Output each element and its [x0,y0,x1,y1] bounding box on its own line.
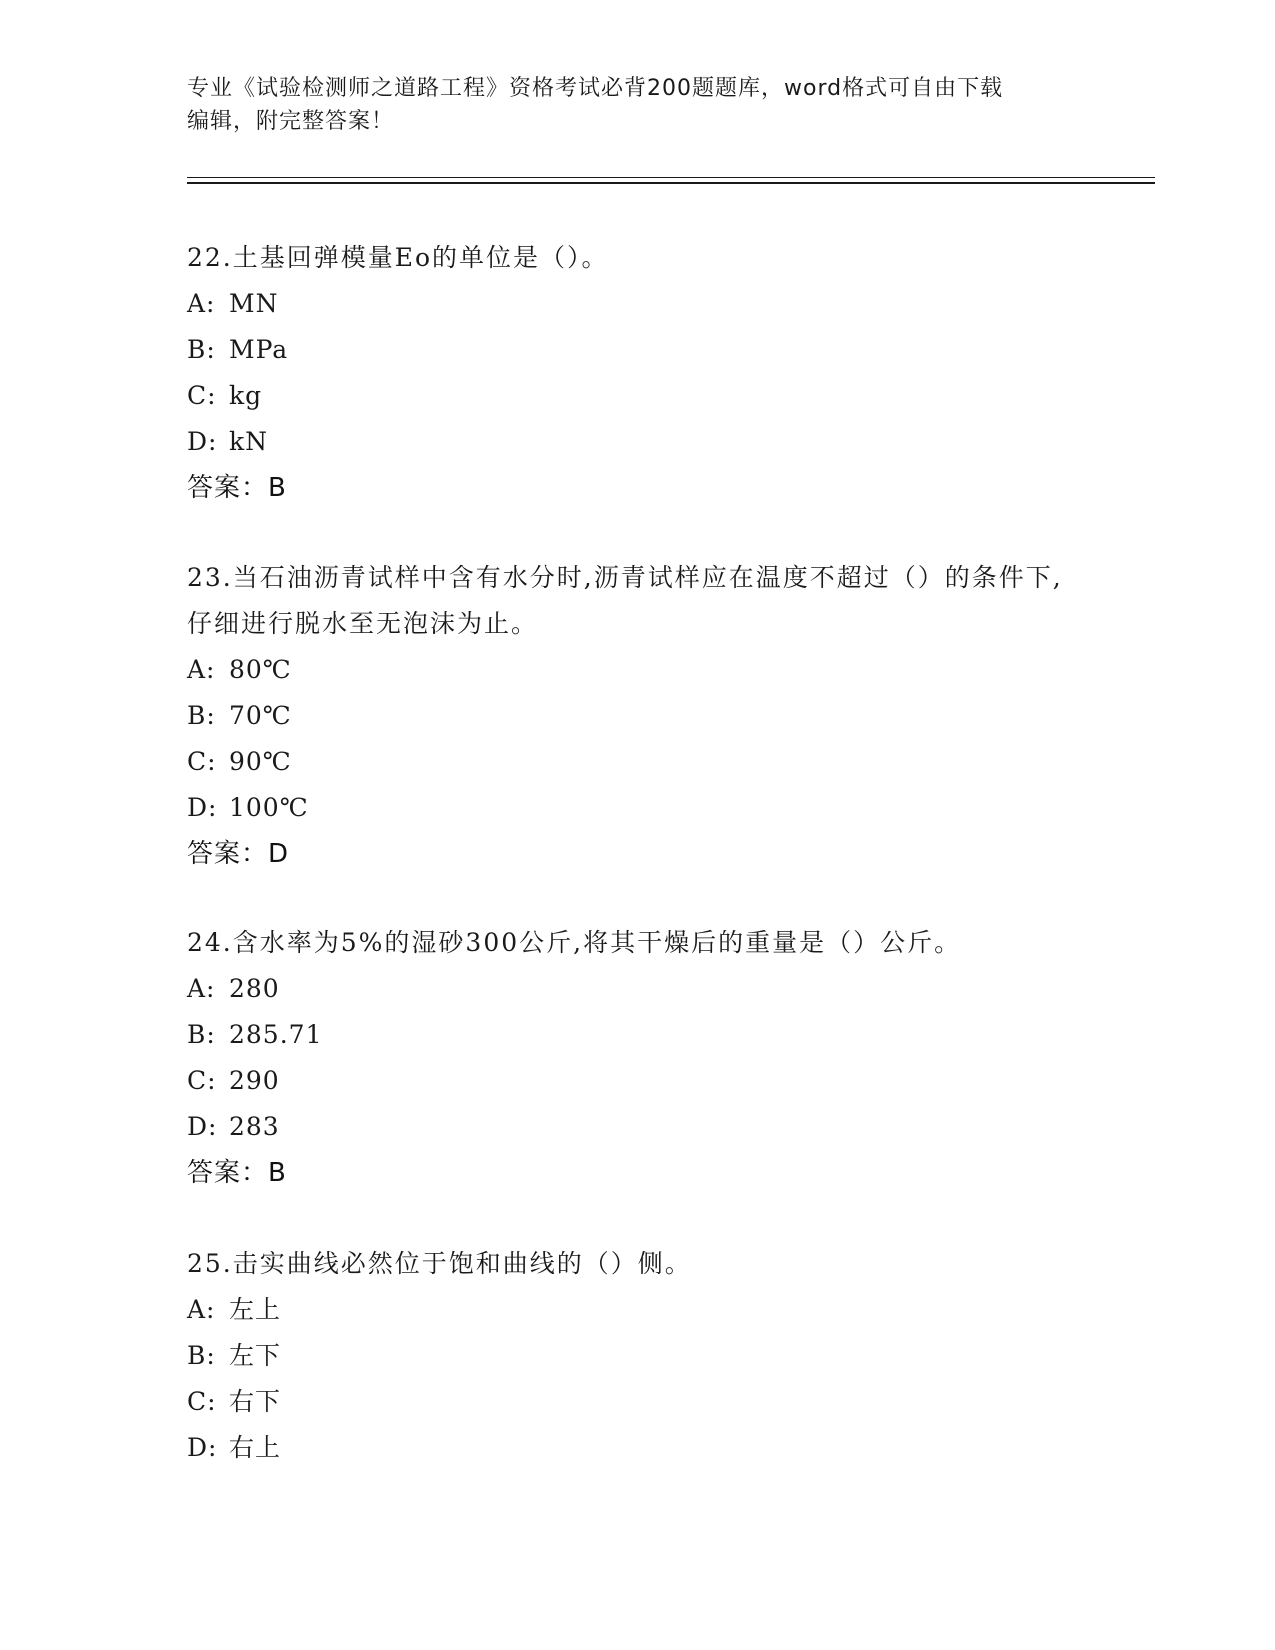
option-letter: C: [187,381,217,410]
question-stem: 22.土基回弹模量Eo的单位是（）。 [187,243,609,272]
option-text: 280 [229,974,280,1003]
option-a [187,966,1087,1012]
option-letter: D: [187,1433,218,1462]
header-divider-bottom [187,182,1155,184]
option-text: MPa [229,335,289,364]
question-stem: 24.含水率为5%的湿砂300公斤,将其干燥后的重量是（）公斤。 [187,928,962,957]
document-header [187,72,1067,138]
option-text: kN [229,427,269,456]
option-letter: B: [187,1341,216,1370]
header-divider-top [187,177,1155,178]
option-letter: B: [187,335,216,364]
answer-text: 答案：B [187,473,287,503]
question-stem: 25.击实曲线必然位于饱和曲线的（）侧。 [187,1249,692,1278]
option-text: 100℃ [229,793,309,822]
option-c [187,373,1087,419]
question-23 [187,555,1087,877]
option-letter: A: [187,655,216,684]
option-text: kg [229,381,263,410]
option-text: 80℃ [229,655,292,684]
option-d [187,1425,1087,1471]
option-text: 283 [229,1112,280,1141]
question-22 [187,235,1087,511]
question-24 [187,920,1087,1196]
option-b [187,1012,1087,1058]
option-letter: B: [187,701,216,730]
option-b [187,693,1087,739]
header-title-line-2: 编辑，附完整答案！ [187,109,395,134]
option-a [187,647,1087,693]
option-letter: B: [187,1020,216,1049]
option-b [187,1333,1087,1379]
option-c [187,739,1087,785]
question-stem: 23.当石油沥青试样中含有水分时,沥青试样应在温度不超过（）的条件下,仔细进行脱水至无泡沫为止。 [187,563,1063,638]
option-text: 右上 [229,1433,282,1462]
option-d [187,419,1087,465]
option-c [187,1379,1087,1425]
option-text: 285.71 [229,1020,323,1049]
option-text: MN [229,289,279,318]
option-letter: D: [187,427,218,456]
header-title-line-1: 专业《试验检测师之道路工程》资格考试必背200题题库，word格式可自由下载 [187,76,1004,101]
option-a [187,281,1087,327]
option-letter: D: [187,1112,218,1141]
option-letter: C: [187,1387,217,1416]
option-d [187,1104,1087,1150]
option-b [187,327,1087,373]
option-text: 90℃ [229,747,292,776]
option-a [187,1287,1087,1333]
option-text: 290 [229,1066,280,1095]
option-c [187,1058,1087,1104]
option-text: 70℃ [229,701,292,730]
option-letter: C: [187,747,217,776]
option-letter: A: [187,974,216,1003]
option-d [187,785,1087,831]
option-text: 左上 [229,1295,282,1324]
option-text: 右下 [229,1387,282,1416]
answer-text: 答案：B [187,1158,287,1188]
option-letter: C: [187,1066,217,1095]
option-letter: D: [187,793,218,822]
answer-text: 答案：D [187,839,290,869]
option-text: 左下 [229,1341,282,1370]
question-25 [187,1241,1087,1471]
option-letter: A: [187,1295,216,1324]
option-letter: A: [187,289,216,318]
